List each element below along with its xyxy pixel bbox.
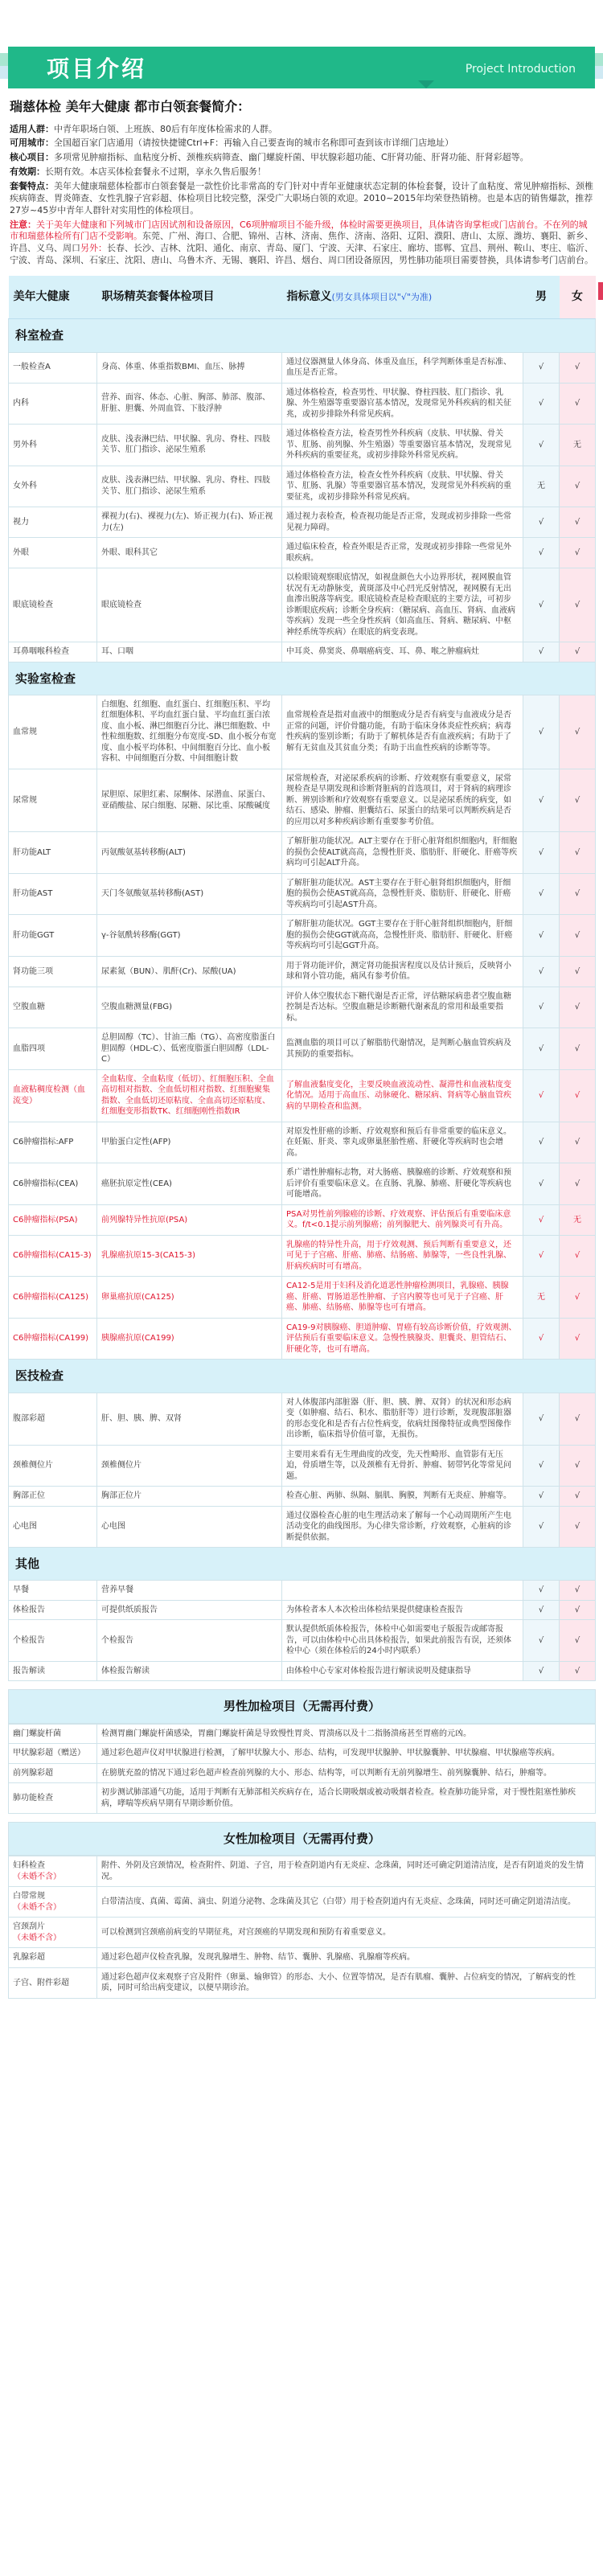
table-row	[9, 1318, 596, 1360]
table-row	[9, 1600, 596, 1620]
header-meaning: 指标意义(男女具体项目以"√"为准)	[282, 276, 523, 319]
cell-female: √	[560, 1445, 596, 1487]
cell-male: √	[523, 1393, 560, 1445]
cell-name: 男外科	[9, 425, 97, 466]
female-extra-name: 宫颈刮片（未婚不含）	[9, 1918, 97, 1948]
header-name: 美年大健康	[9, 276, 97, 319]
cell-meaning: PSA对男性前列腺癌的诊断、疗效观察、评估预后有重要临床意义。f/t<0.1提示前列腺癌；前列腺肥大、前列腺炎可有升高。	[282, 1204, 523, 1235]
cell-female: √	[560, 642, 596, 662]
cell-meaning: 通过视力表检查，检查视功能是否正常，发现或初步排除一些常见视力障碍。	[282, 507, 523, 538]
cell-name: C6肿瘤指标(CA125)	[9, 1277, 97, 1319]
female-extra-text: 通过彩色超声仪来观察子宫及附件（卵巢、输卵管）的形态、大小、位置等情况，是否有肌瘤、囊肿、占位病变的情况，了解病变的性质，同时可给出病变建议，以便早期诊治。	[97, 1967, 596, 1998]
section-header	[9, 1360, 596, 1393]
cell-item: 体检报告解读	[97, 1661, 282, 1681]
female-extra-title: 女性加检项目（无需再付费）	[8, 1822, 596, 1856]
cell-male: √	[523, 507, 560, 538]
male-extra-row	[9, 1783, 596, 1814]
table-row	[9, 956, 596, 987]
table-row	[9, 1506, 596, 1548]
section-title: 实验室检查	[9, 662, 596, 695]
intro-core: 核心项目：多项常见肿瘤指标、血粘度分析、颈椎疾病筛查、幽门螺旋杆菌、甲状腺彩超功能、C肝肾功能、肝肾功能、肝肾彩超等。	[10, 152, 529, 163]
cell-male: √	[523, 642, 560, 662]
cell-female: √	[560, 1163, 596, 1205]
cell-meaning: 通过临床检查，检查外眼是否正常，发现或初步排除一些常见外眼疾病。	[282, 538, 523, 568]
cell-female: √	[560, 1028, 596, 1070]
cell-meaning: 用于肾功能评价，测定肾功能损害程度以及估计预后，反映肾小球和肾小管功能，痛风有参考价值。	[282, 956, 523, 987]
table-row	[9, 987, 596, 1028]
female-extra-name: 妇科检查（未婚不含）	[9, 1856, 97, 1887]
cell-male: √	[523, 568, 560, 642]
cell-male: √	[523, 538, 560, 568]
cell-item: 尿素氮（BUN）、肌酐(Cr)、尿酸(UA)	[97, 956, 282, 987]
cell-name: 血液粘稠度检测（血流变）	[9, 1069, 97, 1122]
cell-item: 丙氨酸氨基转移酶(ALT)	[97, 832, 282, 874]
intro-audience: 适用人群：中青年职场白领、上班族、80后有年度体检需求的人群。	[10, 123, 277, 134]
cell-female: √	[560, 383, 596, 425]
cell-name: 女外科	[9, 466, 97, 507]
table-row	[9, 466, 596, 507]
cell-female: √	[560, 1661, 596, 1681]
female-extra-table	[8, 1822, 596, 1999]
cell-meaning: 血常规检查是指对血液中的细胞成分是否有病变与血液成分是否正常的问题，评价骨髓功能，有助于临床身体炎症性疾病；病毒性疾病的鉴别诊断；有助于了解机体是否有血液疾病；有助于了解有无贫血及其贫血分类；有助于出血性疾病的诊断等等。	[282, 695, 523, 769]
cell-female: √	[560, 352, 596, 383]
table-row	[9, 1069, 596, 1122]
male-extra-title: 男性加检项目（无需再付费）	[8, 1689, 596, 1723]
side-marker	[598, 282, 603, 300]
cell-item: 天门冬氨酸氨基转移酶(AST)	[97, 873, 282, 915]
cell-item: 前列腺特异性抗原(PSA)	[97, 1204, 282, 1235]
cell-name: C6肿瘤指标(CA199)	[9, 1318, 97, 1360]
banner	[0, 0, 603, 88]
cell-female: √	[560, 956, 596, 987]
cell-name: 胸部正位	[9, 1487, 97, 1507]
male-extra-text: 通过彩色超声仪对甲状腺进行检测，了解甲状腺大小、形态、结构，可发现甲状腺肿、甲状腺囊肿、甲状腺瘤、甲状腺癌等疾病。	[97, 1744, 596, 1764]
male-extra-text: 初步测试肺部通气功能，适用于判断有无肺部相关疾病存在，适合长期吸烟或被动吸烟者检查。检查肺功能异常，对于慢性阻塞性肺疾病，哮喘等疾病早期有早期诊断价值。	[97, 1783, 596, 1814]
table-row	[9, 1122, 596, 1163]
cell-name: 心电图	[9, 1506, 97, 1548]
cell-meaning: 通过仪器检查心脏的电生理活动来了解每一个心动周期所产生电活动变化的曲线图形。为心律失常诊断，疗效观察，心脏病的诊断提供依据。	[282, 1506, 523, 1548]
cell-female: √	[560, 568, 596, 642]
table-row	[9, 915, 596, 957]
cell-name: 肝功能ALT	[9, 832, 97, 874]
cell-item: 空腹血糖测量(FBG)	[97, 987, 282, 1028]
cell-male: √	[523, 425, 560, 466]
table-row	[9, 383, 596, 425]
cell-male: √	[523, 1163, 560, 1205]
female-extra-row	[9, 1887, 596, 1918]
cell-female: √	[560, 695, 596, 769]
cell-item: 心电图	[97, 1506, 282, 1548]
cell-male: √	[523, 769, 560, 832]
cell-female: √	[560, 1318, 596, 1360]
cell-item: 肝、胆、胰、脾、双肾	[97, 1393, 282, 1445]
cell-name: 视力	[9, 507, 97, 538]
cell-name: 血脂四项	[9, 1028, 97, 1070]
cell-name: 空腹血糖	[9, 987, 97, 1028]
cell-item: 个检报告	[97, 1620, 282, 1662]
cell-item: 尿胆原、尿胆红素、尿酮体、尿潜血、尿蛋白、亚硝酸盐、尿白细胞、尿糖、尿比重、尿酸碱度	[97, 769, 282, 832]
table-row	[9, 695, 596, 769]
cell-meaning: 以检眼镜观察眼底情况，如视盘颜色大小边界形状，视网膜血管状况有无动静脉变，黄斑部及中心凹光反射情况，视网膜有无出血渗出脱落等病变。眼底镜检查是检查眼底的主要方法，可初步诊断眼底疾病；诊断全身疾病：（糖尿病、高血压、肾病、血液病等疾病）发现一些全身性疾病（如高血压、肾病、糖尿病、中枢神经系统等疾病）在眼底的病变表现。	[282, 568, 523, 642]
cell-name: 体检报告	[9, 1600, 97, 1620]
section-title: 医技检查	[9, 1360, 596, 1393]
cell-male: √	[523, 915, 560, 957]
table-row	[9, 642, 596, 662]
cell-female: √	[560, 1506, 596, 1548]
cell-male: √	[523, 1581, 560, 1601]
male-extra-name: 甲状腺彩超（赠送）	[9, 1744, 97, 1764]
cell-item: 耳、口咽	[97, 642, 282, 662]
cell-name: 早餐	[9, 1581, 97, 1601]
section-title: 科室检查	[9, 319, 596, 352]
banner-subtitle: Project Introduction	[465, 62, 576, 76]
cell-female: √	[560, 1487, 596, 1507]
cell-item: 身高、体重、体重指数BMI、血压、脉搏	[97, 352, 282, 383]
cell-meaning: 默认提供纸质体检报告，体检中心如需要电子版报告或邮寄报告，可以由体检中心出具体检报告，如果此前报告有误，还须体检中心（须在体检后的24小时内联系）	[282, 1620, 523, 1662]
cell-item: 可提供纸质报告	[97, 1600, 282, 1620]
cell-meaning: 通过体格检查方法，检查女性外科疾病（皮肤、甲状腺、骨关节、肛肠、乳腺）等重要器官基本情况，发现常见外科疾病的重要征兆，或初步排除外科常见疾病。	[282, 466, 523, 507]
cell-male: √	[523, 1445, 560, 1487]
table-row	[9, 1277, 596, 1319]
cell-female: √	[560, 1581, 596, 1601]
male-extra-name: 幽门螺旋杆菌	[9, 1724, 97, 1744]
table-row	[9, 1393, 596, 1445]
cell-male: √	[523, 1600, 560, 1620]
male-extra-name: 前列腺彩超	[9, 1763, 97, 1783]
intro-features: 套餐特点：美年大健康瑞慈体检都市白领套餐是一款性价比非常高的专门针对中青年亚健康状态定制的体检套餐，设计了血粘度、常见肿瘤指标、颈椎疾病筛查、胃炎筛查、女性乳腺子宫彩超、体检项目比较完整，深受广大职场白领的欢迎。2010~2015年均荣登热销榜。也是本店的销售爆款，推荐27岁~45岁中青年人群针对实用性的体检项目。	[10, 180, 593, 215]
cell-female: 无	[560, 1204, 596, 1235]
table-row	[9, 1163, 596, 1205]
cell-female: √	[560, 466, 596, 507]
cell-item: 皮肤、浅表淋巴结、甲状腺、乳房、脊柱、四肢关节、肛门指诊、泌尿生殖系	[97, 425, 282, 466]
cell-male: √	[523, 1487, 560, 1507]
cell-item: 甲胎蛋白定性(AFP)	[97, 1122, 282, 1163]
banner-notch	[418, 80, 434, 88]
cell-female: √	[560, 915, 596, 957]
cell-meaning: 通过体格检查，检查男性、甲状腺、脊柱四肢、肛门指诊、乳腺、外生殖器等重要器官基本情况，发现常见外科疾病的相关征兆，或初步排除外科常见疾病。	[282, 383, 523, 425]
female-extra-name: 白带常规（未婚不含）	[9, 1887, 97, 1918]
cell-name: C6肿瘤指标(CA15-3)	[9, 1235, 97, 1277]
banner-title-bar	[8, 47, 595, 88]
cell-item: 癌胚抗原定性(CEA)	[97, 1163, 282, 1205]
male-extra-text: 检测胃幽门螺旋杆菌感染，胃幽门螺旋杆菌是导致慢性胃炎、胃溃疡以及十二指肠溃疡甚至胃癌的元凶。	[97, 1724, 596, 1744]
cell-male: 无	[523, 1277, 560, 1319]
cell-male: √	[523, 1318, 560, 1360]
section-title: 其他	[9, 1548, 596, 1581]
package-table	[8, 276, 596, 1682]
female-extra-text: 通过彩色超声仪检查乳腺，发现乳腺增生、肿物、结节、囊肿、乳腺癌、乳腺瘤等疾病。	[97, 1948, 596, 1968]
cell-male: √	[523, 1122, 560, 1163]
header-male: 男	[523, 276, 560, 319]
cell-male: √	[523, 1620, 560, 1662]
cell-male: √	[523, 352, 560, 383]
cell-female: √	[560, 1620, 596, 1662]
cell-male: 无	[523, 466, 560, 507]
male-extra-text: 在膀胱充盈的情况下通过彩色超声检查前列腺的大小、形态、结构等，可以判断有无前列腺增生、前列腺囊肿、结石，肿瘤等。	[97, 1763, 596, 1783]
cell-meaning: 了解肝脏功能状况。AST主要存在于肝心脏肾组织细胞内，肝细胞的损伤会使AST就高高，急慢性肝炎、脂肪肝、肝硬化、肝癌等疾病均可引起AST升高。	[282, 873, 523, 915]
female-extra-text: 可以检测到宫颈癌前病变的早期征兆，对宫颈癌的早期发现和预防有着重要意义。	[97, 1918, 596, 1948]
banner-title: 项目介绍	[47, 55, 147, 83]
cell-male: √	[523, 832, 560, 874]
male-extra-row	[9, 1724, 596, 1744]
cell-name: 尿常规	[9, 769, 97, 832]
cell-female: √	[560, 987, 596, 1028]
cell-female: √	[560, 769, 596, 832]
table-row	[9, 1581, 596, 1601]
cell-item: 眼底镜检查	[97, 568, 282, 642]
table-row	[9, 507, 596, 538]
cell-male: √	[523, 956, 560, 987]
cell-item: γ-谷氨酰转移酶(GGT)	[97, 915, 282, 957]
cell-female: √	[560, 1600, 596, 1620]
cell-item: 营养早餐	[97, 1581, 282, 1601]
cell-item: 皮肤、浅表淋巴结、甲状腺、乳房、脊柱、四肢关节、肛门指诊、泌尿生殖系	[97, 466, 282, 507]
cell-meaning: 主要用来看有无生理曲度的改变，先天性畸形、血管影有无压迫，骨质增生等，以及颈椎有无骨折、肿瘤、韧带钙化等常见问题。	[282, 1445, 523, 1487]
cell-name: C6肿瘤指标(CEA)	[9, 1163, 97, 1205]
table-row	[9, 1028, 596, 1070]
cell-meaning: 乳腺癌的特异性升高，用于疗效观测、预后判断有重要意义，还可见于子宫癌、肝癌、肺癌、结肠癌、肺腺等，一些良性乳腺、肝病疾病时可有增高。	[282, 1235, 523, 1277]
cell-name: 个检报告	[9, 1620, 97, 1662]
table-row	[9, 1661, 596, 1681]
cell-item: 外眼、眼科其它	[97, 538, 282, 568]
cell-name: 内科	[9, 383, 97, 425]
cell-name: 报告解读	[9, 1661, 97, 1681]
table-row	[9, 1620, 596, 1662]
female-extra-name: 乳腺彩超	[9, 1948, 97, 1968]
section-header	[9, 319, 596, 352]
cell-item: 胸部正位片	[97, 1487, 282, 1507]
cell-meaning: 了解血液黏度变化，主要反映血液流动性、凝滞性和血液粘度变化情况。适用于高血压、动脉硬化、糖尿病、肾病等心脑血管疾病的早期检查和监测。	[282, 1069, 523, 1122]
cell-female: √	[560, 1069, 596, 1122]
cell-item: 乳腺癌抗原15-3(CA15-3)	[97, 1235, 282, 1277]
cell-item: 胰腺癌抗原(CA199)	[97, 1318, 282, 1360]
intro-cities: 可用城市：全国超百家门店通用（请按快捷键Ctrl+F：再输入自己要查询的城市名称即可查到该市详细门店地址）	[10, 137, 454, 149]
cell-name: 腹部彩超	[9, 1393, 97, 1445]
cell-name: 一般检查A	[9, 352, 97, 383]
female-extra-row	[9, 1856, 596, 1887]
section-header	[9, 1548, 596, 1581]
table-row	[9, 568, 596, 642]
intro-notice: 注意：关于美年大健康和下列城市门店因试剂和设备原因，C6项肿瘤项目不能升级，体检时需要更换项目，具体请咨询掌柜或门店前台。不在列的城市和瑞慈体检所有门店不受影响。东莞、广州、海口、合肥、锦州、吉林、济南、焦作、济南、洛阳、辽阳、濮阳、唐山、太原、潍坊、襄阳、新乡、许昌、义乌、周口另外：长春、长沙、吉林、沈阳、通化、南京、青岛、厦门、宁波、天津、石家庄、廊坊、邯郸、宜昌、荆州、鞍山、枣庄、临沂、宁波、青岛、深圳、石家庄、沈阳、唐山、乌鲁木齐、无锡、襄阳、许昌、烟台、周口团设备原因，男性肺功能项目需要替换，具体请参考门店前台。	[10, 219, 593, 266]
intro-heading: 瑞慈体检 美年大健康 都市白领套餐简介：	[10, 99, 251, 114]
female-extra-name: 子宫、附件彩超	[9, 1967, 97, 1998]
intro-section	[0, 88, 603, 276]
cell-male: √	[523, 1028, 560, 1070]
female-extra-row	[9, 1967, 596, 1998]
cell-female: √	[560, 1277, 596, 1319]
male-extra-name: 肺功能检查	[9, 1783, 97, 1814]
cell-female: 无	[560, 425, 596, 466]
cell-name: 眼底镜检查	[9, 568, 97, 642]
table-row	[9, 1235, 596, 1277]
table-row	[9, 538, 596, 568]
cell-female: √	[560, 1393, 596, 1445]
cell-item: 全血粘度、全血粘度（低切）、红细胞压积、全血高切相对指数、全血低切相对指数、红细胞聚集指数、全血低切还原粘度、全血高切还原粘度、红细胞变形指数TK、红细胞刚性指数IR	[97, 1069, 282, 1122]
female-extra-row	[9, 1948, 596, 1968]
cell-male: √	[523, 987, 560, 1028]
cell-male: √	[523, 1069, 560, 1122]
cell-male: √	[523, 383, 560, 425]
cell-male: √	[523, 1506, 560, 1548]
cell-name: C6肿瘤指标(PSA)	[9, 1204, 97, 1235]
cell-item: 卵巢癌抗原(CA125)	[97, 1277, 282, 1319]
cell-male: √	[523, 873, 560, 915]
cell-meaning: 通过仪器测量人体身高、体重及血压，科学判断体重是否标准、血压是否正常。	[282, 352, 523, 383]
table-row	[9, 769, 596, 832]
cell-meaning: 为体检者本人本次检出体检结果提供健康检查报告	[282, 1600, 523, 1620]
cell-item: 白细胞、红细胞、血红蛋白、红细胞压积、平均红细胞体积、平均血红蛋白量、平均血红蛋白浓度、血小板、淋巴细胞百分比、淋巴细胞数、中性粒细胞数、红细胞分布宽度-SD、血小板分布宽度、血小板平均体积、中间细胞百分比、血小板容积、中间细胞百分数、中间细胞计数	[97, 695, 282, 769]
cell-name: 颈椎侧位片	[9, 1445, 97, 1487]
cell-meaning: 了解肝脏功能状况。GGT主要存在于肝心脏肾组织细胞内，肝细胞的损伤会使GGT就高高，急慢性肝炎、脂肪肝、肝硬化、肝癌等疾病均可引起GGT升高。	[282, 915, 523, 957]
cell-name: 肝功能AST	[9, 873, 97, 915]
female-extra-text: 附件、外阴及宫颈情况，检查附件、阴道、子宫，用于检查阴道内有无炎症、念珠菌，同时还可确定阴道清洁度，是否有阴道炎的发生情况。	[97, 1856, 596, 1887]
cell-meaning: 对原发性肝癌的诊断、疗效观察和预后有非常重要的临床意义。在妊娠、肝炎、睾丸或卵巢胚胎性癌、肝硬化等疾病时也会增高。	[282, 1122, 523, 1163]
table-row	[9, 873, 596, 915]
cell-item: 营养、面容、体态、心脏、胸部、肺部、腹部、肝脏、胆囊、外周血管、下肢浮肿	[97, 383, 282, 425]
cell-female: √	[560, 1235, 596, 1277]
cell-meaning: 由体检中心专家对体检报告进行解读说明及健康指导	[282, 1661, 523, 1681]
cell-item: 颈椎侧位片	[97, 1445, 282, 1487]
section-header	[9, 662, 596, 695]
cell-male: √	[523, 1204, 560, 1235]
cell-meaning: 通过体格检查方法，检查男性外科疾病（皮肤、甲状腺、骨关节、肛肠、前列腺、外生殖器）等重要器官基本情况，发现常见外科疾病的重要征兆，或初步排除外科常见疾病。	[282, 425, 523, 466]
cell-item: 总胆固醇（TC）、甘油三酯（TG）、高密度脂蛋白胆固醇（HDL-C）、低密度脂蛋白胆固醇（LDL-C）	[97, 1028, 282, 1070]
cell-meaning: 了解肝脏功能状况。ALT主要存在于肝心脏肾组织细胞内，肝细胞的损伤会使ALT就高高，急慢性肝炎、脂肪肝、肝硬化、肝癌等疾病均可引起ALT升高。	[282, 832, 523, 874]
cell-meaning: 检查心脏、两肺、纵隔、膈肌、胸膜，判断有无炎症、肿瘤等。	[282, 1487, 523, 1507]
cell-meaning: 中耳炎、鼻窦炎、鼻咽癌病变、耳、鼻、喉之肿瘤病灶	[282, 642, 523, 662]
table-row	[9, 352, 596, 383]
cell-female: √	[560, 538, 596, 568]
table-row	[9, 832, 596, 874]
male-extra-row	[9, 1763, 596, 1783]
table-row	[9, 1487, 596, 1507]
cell-meaning: 系广谱性肿瘤标志物，对大肠癌、胰腺癌的诊断、疗效观察和预后评价有重要临床意义。在直肠、乳腺、肺癌、肝硬化等疾病也可能增高。	[282, 1163, 523, 1205]
cell-female: √	[560, 873, 596, 915]
package-table-wrap	[8, 276, 595, 1682]
cell-name: 耳鼻咽喉科检查	[9, 642, 97, 662]
cell-meaning: 监测血脂的项目可以了解脂肪代谢情况，是判断心脑血管疾病及其预防的重要指标。	[282, 1028, 523, 1070]
cell-male: √	[523, 1235, 560, 1277]
table-row	[9, 1445, 596, 1487]
cell-item: 裸视力(右)、裸视力(左)、矫正视力(右)、矫正视力(左)	[97, 507, 282, 538]
male-extra-row	[9, 1744, 596, 1764]
female-extra-text: 白带清洁度、真菌、霉菌、滴虫、阴道分泌物、念珠菌及其它（白带）用于检查阴道内有无炎症、念珠菌，同时还可确定阴道清洁度。	[97, 1887, 596, 1918]
header-female: 女	[560, 276, 596, 319]
female-extra-row	[9, 1918, 596, 1948]
cell-female: √	[560, 507, 596, 538]
cell-meaning	[282, 1581, 523, 1601]
cell-male: √	[523, 695, 560, 769]
cell-name: 外眼	[9, 538, 97, 568]
cell-name: 肾功能三项	[9, 956, 97, 987]
cell-meaning: 评价人体空腹状态下糖代谢是否正常，评估糖尿病患者空腹血糖控制是否达标。空腹血糖是诊断糖代谢紊乱的常用和最重要指标。	[282, 987, 523, 1028]
cell-female: √	[560, 1122, 596, 1163]
male-extra-table	[8, 1689, 596, 1814]
cell-female: √	[560, 832, 596, 874]
table-row	[9, 425, 596, 466]
cell-meaning: 对人体腹部内部脏器（肝、胆、胰、脾、双肾）的状况和形态病变（如肿瘤、结石、积水、脂肪肝等）进行诊断，发现腹部脏器的形态变化和是否有占位性病变，依病灶图像特征或典型图像作出诊断，临床指导价值可靠，无损伤。	[282, 1393, 523, 1445]
header-item: 职场精英套餐体检项目	[97, 276, 282, 319]
cell-male: √	[523, 1661, 560, 1681]
cell-name: 肝功能GGT	[9, 915, 97, 957]
cell-meaning: CA12-5是用于妇科及消化道恶性肿瘤检测项目，乳腺癌、胰腺癌、肝癌、胃肠道恶性肿瘤、子宫内膜等也可见于子宫癌、肝癌、肺癌、结肠癌、肺腺等也可有增高。	[282, 1277, 523, 1319]
table-row	[9, 1204, 596, 1235]
cell-meaning: CA19-9对胰腺癌、胆道肿瘤、胃癌有较高诊断价值，疗效观测、评估预后有重要临床意义。急慢性胰腺炎、胆囊炎、胆管结石、肝硬化等，也可有增高。	[282, 1318, 523, 1360]
cell-name: C6肿瘤指标:AFP	[9, 1122, 97, 1163]
cell-meaning: 尿常规检查，对泌尿系疾病的诊断、疗效观察有重要意义，尿常规检查是早期发现和诊断肾脏病的首选项目，对于肾病的病理诊断、辨别诊断和疗效观察有重要意义。以是泌尿系统的病变，如结石、感染、肿瘤、胆囊结石、尿蛋白的结果可以判断疾病是否的应用以对多种疾病诊断有重要参考价值。	[282, 769, 523, 832]
cell-name: 血常规	[9, 695, 97, 769]
intro-validity: 有效期：长期有效。本店买体检套餐永不过期，享永久售后服务！	[10, 166, 266, 178]
